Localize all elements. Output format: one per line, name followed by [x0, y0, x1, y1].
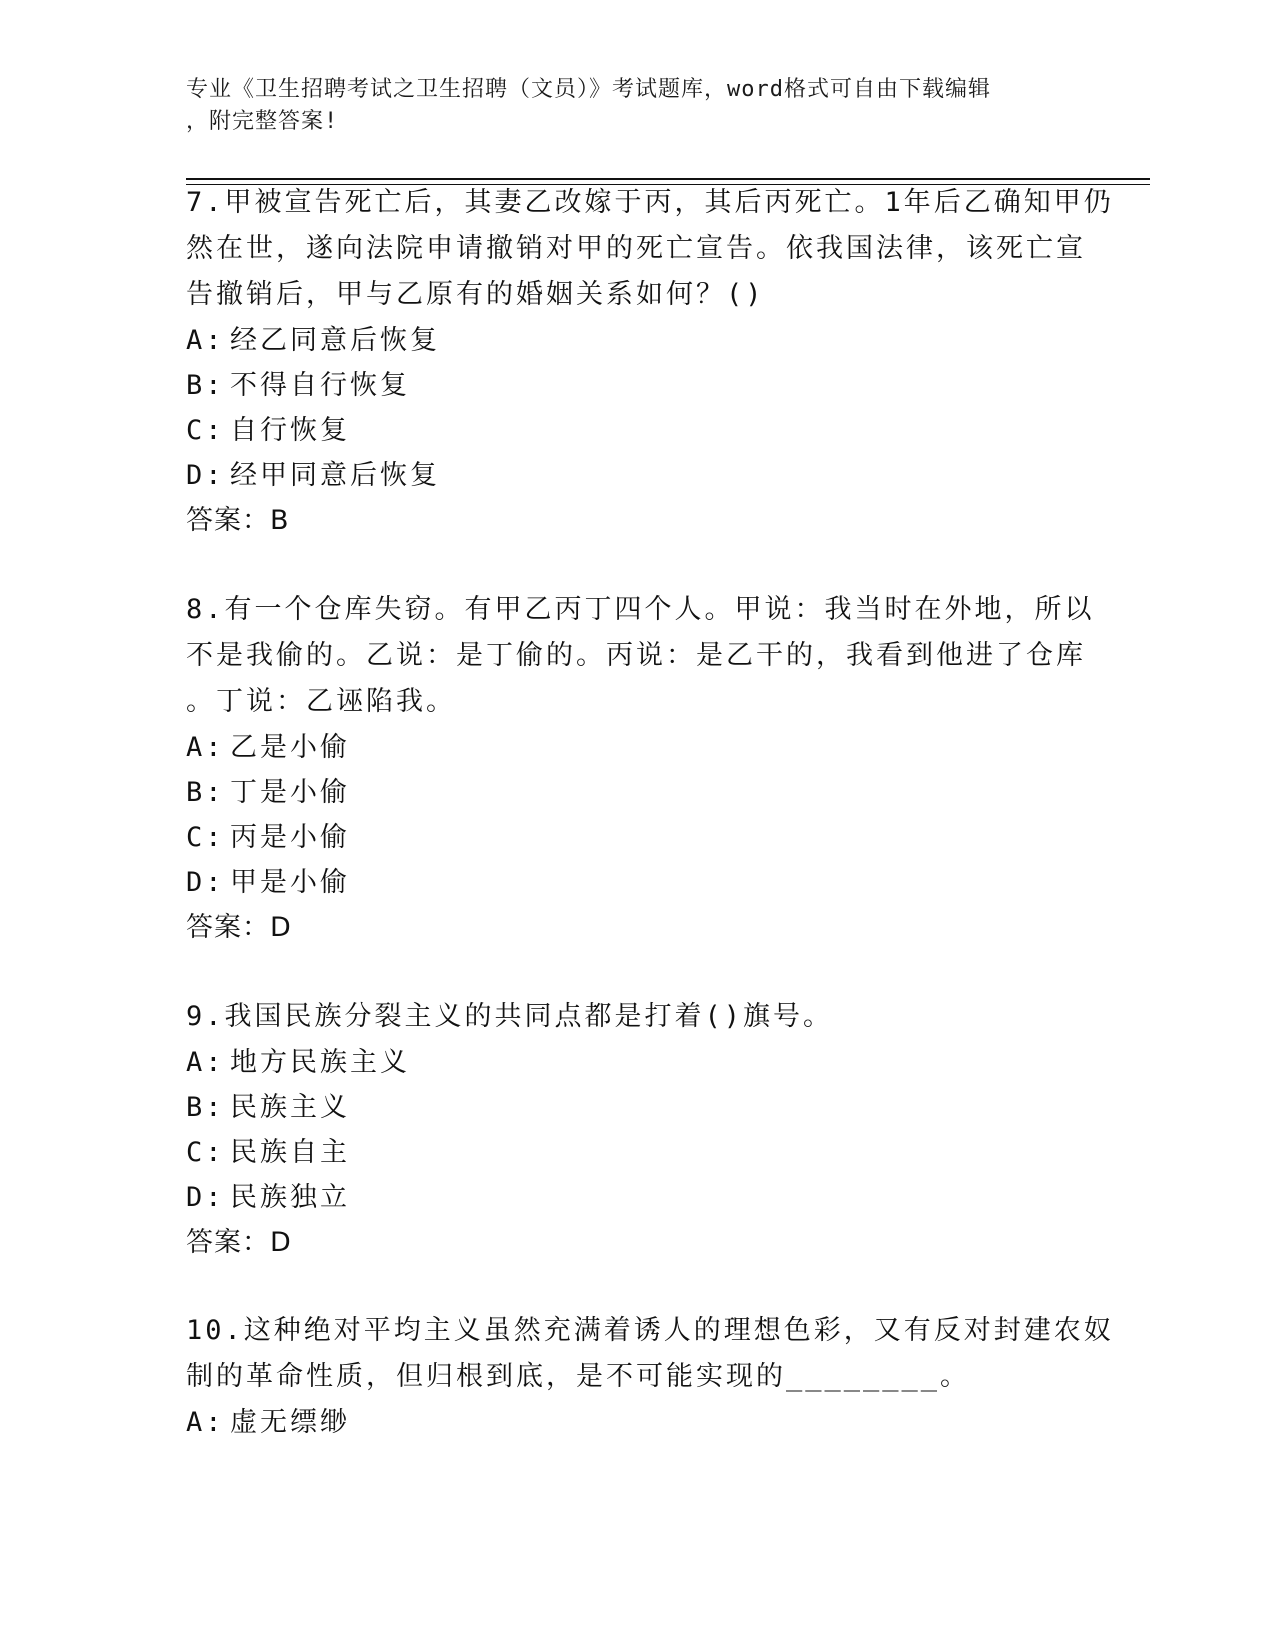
option-letter: D:: [186, 1182, 225, 1213]
option-d: [186, 453, 1086, 498]
option-letter: D:: [186, 867, 225, 898]
option-letter: B:: [186, 777, 225, 808]
option-b: [186, 1085, 1086, 1130]
question-text-line: 。丁说：乙诬陷我。: [186, 686, 456, 717]
answer-label: 答案：B: [186, 505, 290, 536]
question-10: [186, 1308, 1114, 1445]
option-letter: C:: [186, 1137, 225, 1168]
option-text: 民族独立: [230, 1182, 350, 1213]
option-letter: C:: [186, 822, 225, 853]
option-text: 地方民族主义: [230, 1047, 410, 1078]
question-text-line: 7.甲被宣告死亡后，其妻乙改嫁于丙，其后丙死亡。1年后乙确知甲仍: [186, 187, 1114, 218]
option-a: [186, 1400, 1086, 1445]
option-letter: A:: [186, 325, 225, 356]
option-a: [186, 725, 1086, 770]
document-header-note: [186, 74, 1066, 138]
answer-label: 答案：D: [186, 912, 292, 943]
question-9: [186, 994, 1086, 1266]
option-text: 民族主义: [230, 1092, 350, 1123]
option-letter: D:: [186, 460, 225, 491]
option-c: [186, 408, 1086, 453]
option-letter: C:: [186, 415, 225, 446]
question-text-line: 告撤销后，甲与乙原有的婚姻关系如何？(): [186, 279, 765, 310]
question-text-line: 8.有一个仓库失窃。有甲乙丙丁四个人。甲说：我当时在外地，所以: [186, 594, 1095, 625]
option-letter: A:: [186, 1407, 225, 1438]
option-a: [186, 1040, 1086, 1085]
option-c: [186, 815, 1086, 860]
question-text-line: 9.我国民族分裂主义的共同点都是打着()旗号。: [186, 1001, 834, 1032]
option-d: [186, 1175, 1086, 1220]
option-text: 丁是小偷: [230, 777, 350, 808]
option-text: 民族自主: [230, 1137, 350, 1168]
option-c: [186, 1130, 1086, 1175]
option-letter: B:: [186, 1092, 225, 1123]
option-b: [186, 770, 1086, 815]
option-text: 乙是小偷: [230, 732, 350, 763]
option-text: 经乙同意后恢复: [230, 325, 440, 356]
option-letter: A:: [186, 732, 225, 763]
answer-label: 答案：D: [186, 1227, 292, 1258]
option-text: 经甲同意后恢复: [230, 460, 440, 491]
option-a: [186, 318, 1086, 363]
option-text: 甲是小偷: [230, 867, 350, 898]
option-letter: B:: [186, 370, 225, 401]
question-7: [186, 180, 1114, 544]
option-text: 不得自行恢复: [230, 370, 410, 401]
option-text: 自行恢复: [230, 415, 350, 446]
option-b: [186, 363, 1086, 408]
option-text: 丙是小偷: [230, 822, 350, 853]
question-text-line: 不是我偷的。乙说：是丁偷的。丙说：是乙干的，我看到他进了仓库: [186, 640, 1086, 671]
option-letter: A:: [186, 1047, 225, 1078]
question-text-line: 10.这种绝对平均主义虽然充满着诱人的理想色彩，又有反对封建农奴: [186, 1315, 1114, 1346]
question-8: [186, 587, 1095, 951]
option-d: [186, 860, 1086, 905]
question-text-line: 制的革命性质，但归根到底，是不可能实现的________。: [186, 1361, 971, 1392]
question-text-line: 然在世，遂向法院申请撤销对甲的死亡宣告。依我国法律，该死亡宣: [186, 233, 1086, 264]
header-line-1: 专业《卫生招聘考试之卫生招聘（文员）》考试题库，word格式可自由下载编辑: [186, 77, 991, 102]
header-line-2: ，附完整答案!: [186, 109, 339, 134]
option-text: 虚无缥缈: [230, 1407, 350, 1438]
